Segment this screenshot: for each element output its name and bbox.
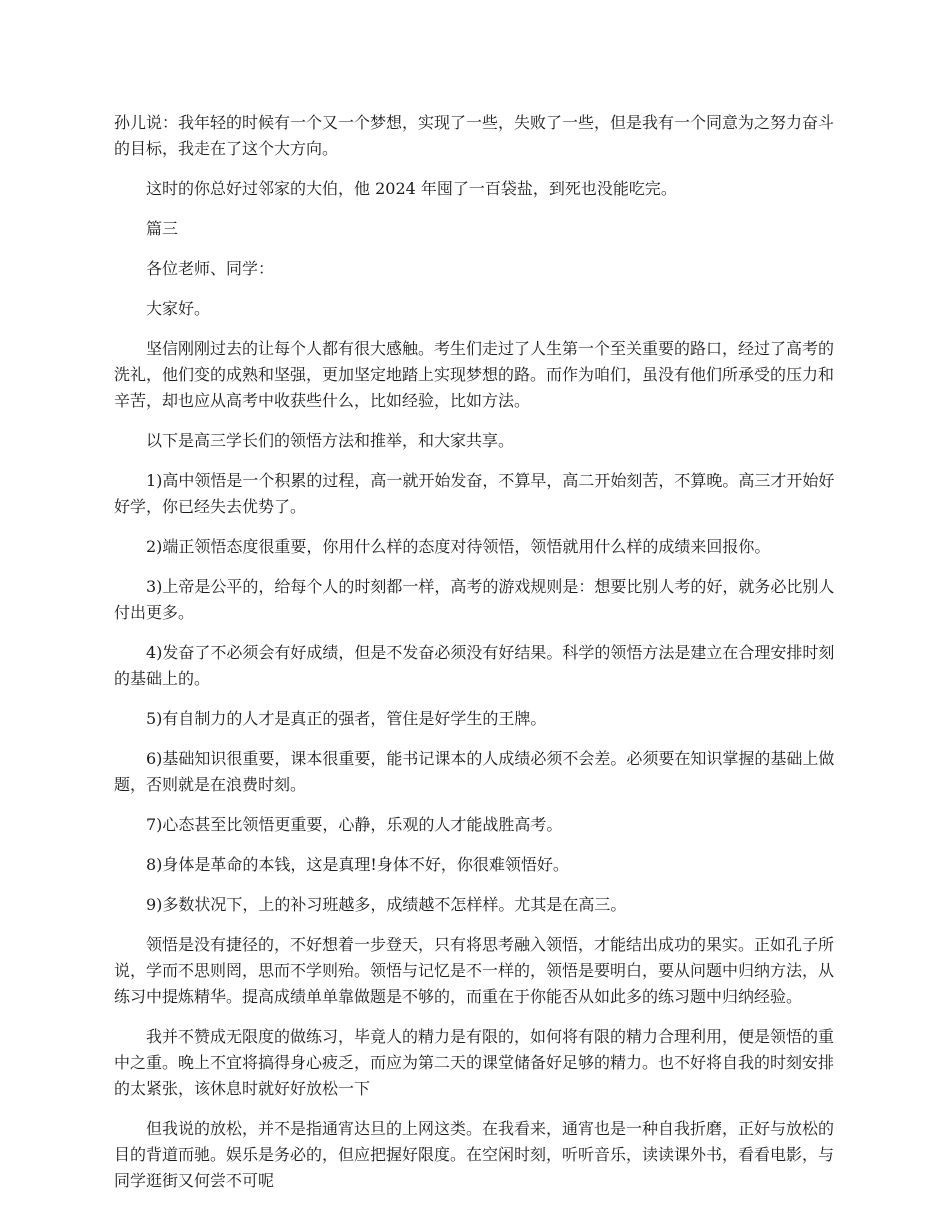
document-body [114, 110, 839, 1208]
paragraph: 以下是高三学长们的领悟方法和推举，和大家共享。 [146, 431, 515, 450]
paragraph: 我并不赞成无限度的做练习，毕竟人的精力是有限的，如何将有限的精力合理利用，便是领悟的重中之重。晚上不宜将搞得身心疲乏，而应为第二天的课堂储备好足够的精力。也不好将自我的时刻安排的太紧张，该休息时就好好放松一下 [114, 1027, 835, 1098]
section-heading: 篇三 [146, 219, 179, 238]
list-item: 3)上帝是公平的，给每个人的时刻都一样，高考的游戏规则是：想要比别人考的好，就务必比别人付出更多。 [114, 577, 835, 622]
paragraph: 坚信刚刚过去的让每个人都有很大感触。考生们走过了人生第一个至关重要的路口，经过了高考的洗礼，他们变的成熟和坚强，更加坚定地踏上实现梦想的路。而作为咱们，虽没有他们所承受的压力和辛苦，却也应从高考中收获些什么，比如经验，比如方法。 [114, 339, 835, 410]
paragraph: 孙儿说：我年轻的时候有一个又一个梦想，实现了一些，失败了一些，但是我有一个同意为之努力奋斗的目标，我走在了这个大方向。 [114, 113, 835, 158]
paragraph: 这时的你总好过邻家的大伯，他 2024 年囤了一百袋盐，到死也没能吃完。 [146, 179, 677, 198]
list-item: 6)基础知识很重要，课本很重要，能书记课本的人成绩必须不会差。必须要在知识掌握的基础上做题，否则就是在浪费时刻。 [114, 749, 835, 794]
list-item: 4)发奋了不必须会有好成绩，但是不发奋必须没有好结果。科学的领悟方法是建立在合理安排时刻的基础上的。 [114, 643, 835, 688]
greeting: 大家好。 [146, 299, 211, 318]
list-item: 5)有自制力的人才是真正的强者，管住是好学生的王牌。 [146, 709, 547, 728]
salutation: 各位老师、同学： [146, 259, 275, 278]
paragraph: 领悟是没有捷径的，不好想着一步登天，只有将思考融入领悟，才能结出成功的果实。正如孔子所说，学而不思则罔，思而不学则殆。领悟与记忆是不一样的，领悟是要明白，要从问题中归纳方法，从练习中提炼精华。提高成绩单单靠做题是不够的，而重在于你能否从如此多的练习题中归纳经验。 [114, 935, 835, 1006]
list-item: 7)心态甚至比领悟更重要，心静，乐观的人才能战胜高考。 [146, 815, 563, 834]
list-item: 8)身体是革命的本钱，这是真理!身体不好，你很难领悟好。 [146, 855, 569, 874]
list-item: 9)多数状况下，上的补习班越多，成绩越不怎样样。尤其是在高三。 [146, 895, 627, 914]
paragraph: 但我说的放松，并不是指通宵达旦的上网这类。在我看来，通宵也是一种自我折磨，正好与放松的目的背道而驰。娱乐是务必的，但应把握好限度。在空闲时刻，听听音乐，读读课外书，看看电影，与同学逛街又何尝不可呢 [114, 1119, 835, 1190]
list-item: 1)高中领悟是一个积累的过程，高一就开始发奋，不算早，高二开始刻苦，不算晚。高三才开始好好学，你已经失去优势了。 [114, 471, 835, 516]
list-item: 2)端正领悟态度很重要，你用什么样的态度对待领悟，领悟就用什么样的成绩来回报你。 [146, 537, 771, 556]
